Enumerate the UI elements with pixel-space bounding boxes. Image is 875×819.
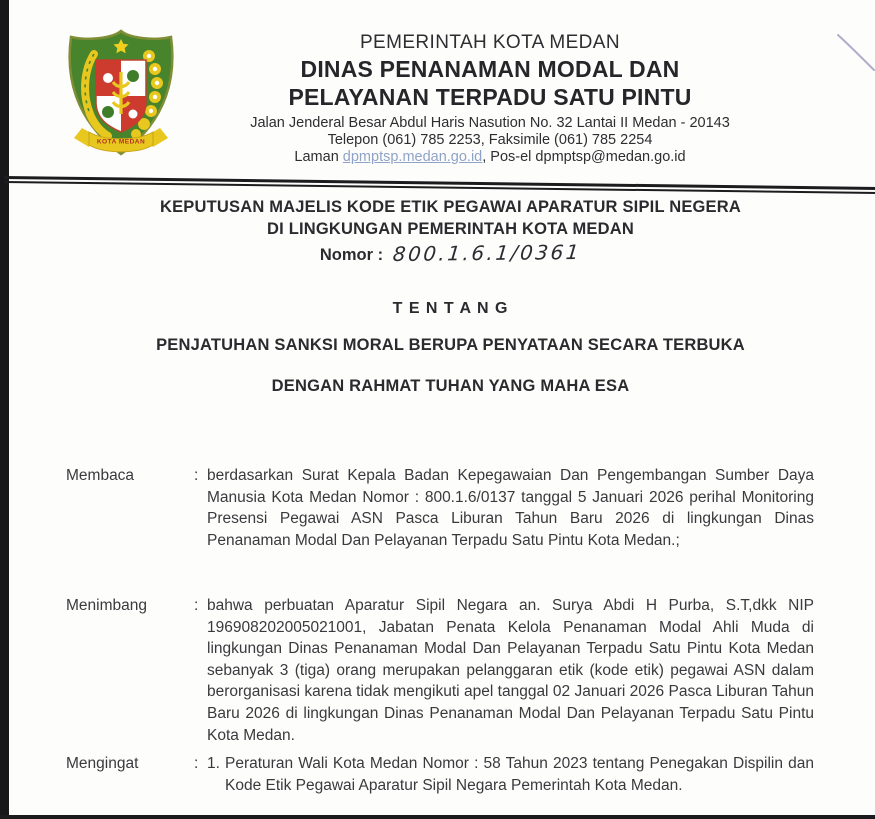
nomor-handwritten-value: 800.1.6.1/0361 xyxy=(391,240,583,266)
logo-banner-text: KOTA MEDAN xyxy=(96,138,146,146)
email-text: , Pos-el dpmptsp@medan.go.id xyxy=(482,149,686,165)
clause-colon: : xyxy=(194,755,199,772)
clause-membaca xyxy=(66,465,814,551)
clause-mengingat xyxy=(66,753,814,796)
clause-item-number: 1. xyxy=(207,755,220,772)
clause-label: Mengingat xyxy=(66,755,139,772)
government-name: PEMERINTAH KOTA MEDAN xyxy=(359,32,620,53)
agency-phone: Telepon (061) 785 2253, Faksimile (061) 785 2254 xyxy=(327,132,653,148)
clause-menimbang xyxy=(66,595,814,746)
clause-text: Peraturan Wali Kota Medan Nomor : 58 Tahun 2023 tentang Penegakan Dispilin dan Kode Etik Pegawai Aparatur Sipil Negara Pemerintah Kota Medan. xyxy=(225,755,814,794)
clause-label: Membaca xyxy=(66,467,135,484)
agency-name-line1: DINAS PENANAMAN MODAL DAN xyxy=(300,56,680,82)
clause-colon: : xyxy=(194,467,199,484)
agency-name-line2: PELAYANAN TERPADU SATU PINTU xyxy=(288,84,692,110)
decree-number-line xyxy=(28,240,873,268)
decree-title-block xyxy=(28,196,873,396)
letterhead-divider-rule xyxy=(4,176,875,194)
website-link: dpmptsp.medan.go.id xyxy=(342,149,483,165)
decree-title-line1: KEPUTUSAN MAJELIS KODE ETIK PEGAWAI APARATUR SIPIL NEGERA xyxy=(159,198,741,216)
tentang-heading: T E N T A N G xyxy=(392,300,509,317)
decree-title-line2: DI LINGKUNGAN PEMERINTAH KOTA MEDAN xyxy=(267,220,634,238)
agency-web-email-line xyxy=(120,149,860,166)
agency-address: Jalan Jenderal Besar Abdul Haris Nasution No. 32 Lantai II Medan - 20143 xyxy=(250,115,730,131)
laman-label: Laman xyxy=(294,149,343,165)
clause-text: bahwa perbuatan Aparatur Sipil Negara an. Surya Abdi H Purba, S.T,dkk NIP 196908202005021001, Jabatan Penata Kelola Penanaman Modal Ahli Muda di lingkungan Dinas Penanaman Modal Dan Pelayanan Terpadu Satu Pintu Kota Medan sebanyak 3 (tiga) orang merupakan pelanggaran etik (kode etik) pegawai ASN dalam berorganisasi karena tidak mengikuti apel tanggal 02 Januari 2026 Pasca Liburan Tahun Baru 2026 di lingkungan Dinas Penanaman Modal Dan Pelayanan Terpadu Satu Pintu Kota Medan. xyxy=(207,597,814,744)
scan-edge-left-bar xyxy=(0,0,9,819)
letterhead-text-block xyxy=(120,31,860,166)
clause-text: berdasarkan Surat Kepala Badan Kepegawaian Dan Pengembangan Sumber Daya Manusia Kota Medan Nomor : 800.1.6/0137 tanggal 5 Januari 2026 perihal Monitoring Presensi Pegawai ASN Pasca Liburan Tahun Baru 2026 di lingkungan Dinas Penanaman Modal Dan Pelayanan Terpadu Satu Pintu Kota Medan.; xyxy=(207,467,814,549)
clause-colon: : xyxy=(194,597,199,614)
decree-invocation: DENGAN RAHMAT TUHAN YANG MAHA ESA xyxy=(271,377,630,395)
clause-label: Menimbang xyxy=(66,597,147,614)
scan-edge-bottom-bar xyxy=(0,815,875,819)
nomor-label: Nomor : xyxy=(319,246,384,264)
decree-subject: PENJATUHAN SANKSI MORAL BERUPA PENYATAAN SECARA TERBUKA xyxy=(156,336,745,354)
